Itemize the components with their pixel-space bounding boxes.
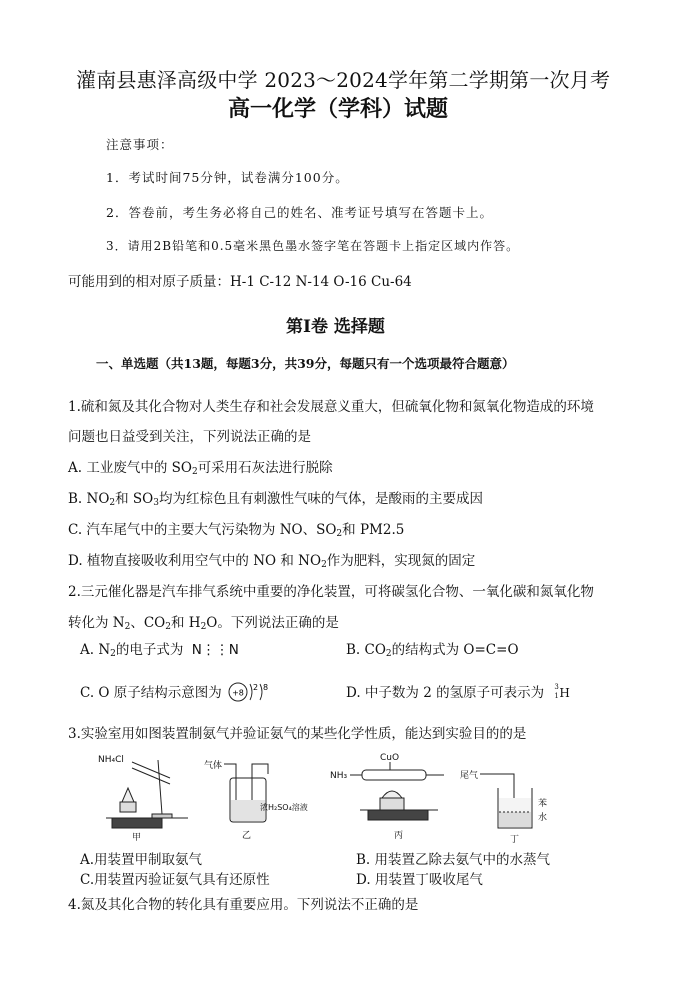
ding-gas-label: 尾气	[460, 771, 479, 781]
apparatus-yi	[204, 759, 308, 841]
q3-option-a: A.用装置甲制取氨气	[80, 852, 203, 868]
yi-liquid-label: 浓H₂SO₄溶液	[260, 803, 308, 812]
q1-stem-line2: 问题也日益受到关注，下列说法正确的是	[68, 429, 311, 445]
q2-option-b: B. $CO_2$的结构式为 O=C=O	[346, 642, 519, 659]
section-heading: 一、单选题（共13题，每题3分，共39分，每题只有一个选项最符合题意）	[96, 356, 515, 371]
q1-stem-line1: 1.硫和氮及其化合物对人类生存和社会发展意义重大，但硫氧化物和氮氧化物造成的环境	[68, 399, 594, 415]
q3-stem: 3.实验室用如图装置制氨气并验证氨气的某些化学性质，能达到实验目的的是	[68, 726, 527, 742]
apparatus-jia	[98, 755, 188, 843]
q2-option-d: D. 中子数为 2 的氢原子可表示为 3 1 H	[346, 681, 572, 701]
q2-option-a: A. $N_2$的电子式为 N⋮⋮N	[80, 642, 239, 659]
q3-option-c: C.用装置丙验证氨气具有还原性	[80, 872, 270, 888]
ding-top-label: 苯	[538, 799, 548, 809]
yi-label: 乙	[242, 831, 252, 841]
q3-apparatus-figure	[92, 748, 562, 844]
notice-heading: 注意事项：	[106, 137, 174, 152]
q2-stem-line1: 2.三元催化器是汽车排气系统中重要的净化装置，可将碳氢化合物、一氧化碳和氮氧化物	[68, 584, 594, 600]
bing-gas-label: NH₃	[330, 771, 348, 781]
atom-shell-1: 2	[253, 683, 259, 692]
q4-stem: 4.氮及其化合物的转化具有重要应用。下列说法不正确的是	[68, 897, 419, 913]
bing-reagent-label: CuO	[380, 753, 400, 763]
q1-option-b: B. $NO_2$和 $SO_3$均为红棕色且有刺激性气味的气体，是酸雨的主要成因	[68, 491, 483, 508]
jia-reagent: NH₄Cl	[98, 755, 124, 765]
apparatus-ding	[460, 769, 547, 844]
yi-gas-label: 气体	[204, 761, 223, 771]
notice-item-3: 3．请用2B铅笔和0.5毫米黑色墨水签字笔在答题卡上指定区域内作答。	[106, 239, 520, 253]
q3-option-d: D. 用装置丁吸收尾气	[356, 872, 483, 888]
oxygen-atom-diagram	[228, 680, 272, 704]
q2-stem-line2: 转化为 $N_2$、$CO_2$和 $H_2O$。下列说法正确的是	[68, 615, 339, 632]
bing-label: 丙	[394, 831, 404, 841]
atom-nucleus-charge: +8	[232, 688, 244, 698]
atomic-masses: 可能用到的相对原子质量：H-1 C-12 N-14 O-16 Cu-64	[68, 274, 412, 290]
q3-option-b: B. 用装置乙除去氨气中的水蒸气	[356, 852, 551, 868]
page-title: 高一化学（学科）试题	[228, 96, 449, 122]
q1-option-a: A. 工业废气中的 $SO_2$可采用石灰法进行脱除	[68, 460, 333, 477]
school-exam-line: 灌南县惠泽高级中学 2023～2024学年第二学期第一次月考	[76, 68, 611, 92]
q1-option-c: C. 汽车尾气中的主要大气污染物为 NO、$SO_2$和 PM2.5	[68, 522, 405, 539]
ding-bottom-label: 水	[538, 813, 548, 823]
q2-option-c: C. O 原子结构示意图为	[80, 685, 222, 701]
n2-electron-formula: N⋮⋮N	[191, 642, 239, 658]
notice-item-1: 1．考试时间75分钟，试卷满分100分。	[106, 170, 349, 185]
apparatus-bing	[330, 753, 444, 841]
jia-label: 甲	[132, 833, 142, 843]
part-title: 第Ⅰ卷 选择题	[286, 317, 385, 337]
ding-label: 丁	[510, 835, 520, 844]
atom-shell-2: 8	[263, 683, 269, 692]
q1-option-d: D. 植物直接吸收利用空气中的 NO 和 $NO_2$作为肥料，实现氮的固定	[68, 553, 476, 570]
notice-item-2: 2．答卷前，考生务必将自己的姓名、准考证号填写在答题卡上。	[106, 205, 493, 220]
hydrogen-nuclide: 3 1 H	[554, 682, 570, 700]
